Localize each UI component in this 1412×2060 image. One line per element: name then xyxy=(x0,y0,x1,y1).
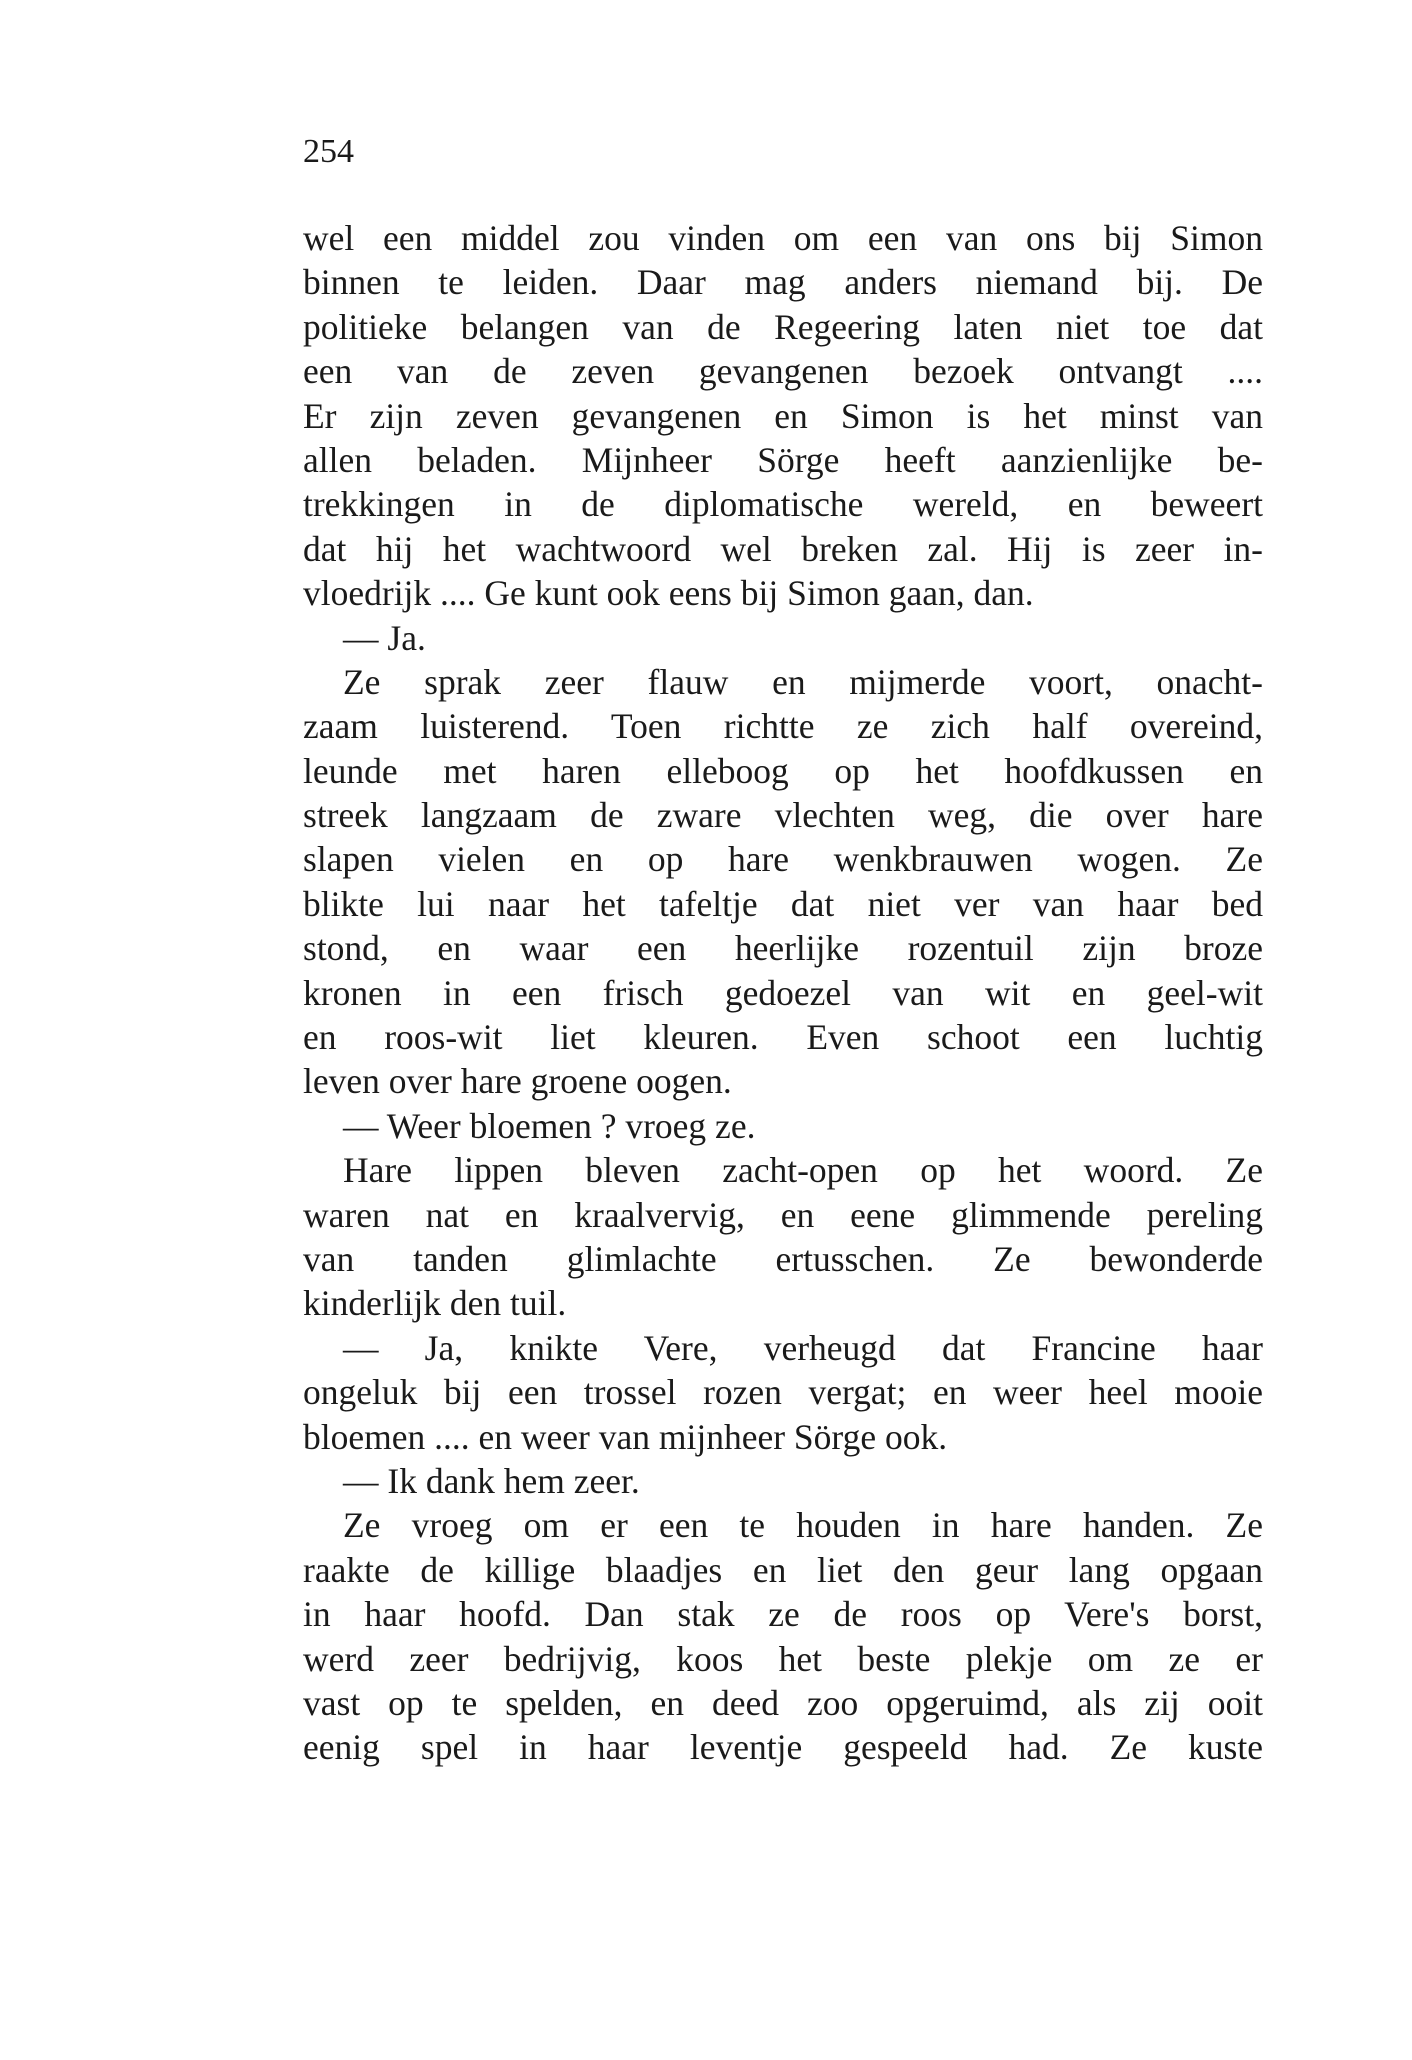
text-line: leven over hare groene oogen. xyxy=(303,1061,732,1102)
text-line: dat hij het wachtwoord wel breken zal. Hij is zeer in- xyxy=(303,528,1263,569)
text-line: vast op te spelden, en deed zoo opgeruimd, als zij ooit xyxy=(303,1682,1263,1723)
text-line: politieke belangen van de Regeering laten niet toe dat xyxy=(303,306,1263,347)
text-line: blikte lui naar het tafeltje dat niet ver van haar bed xyxy=(303,883,1263,924)
text-line: ongeluk bij een trossel rozen vergat; en weer heel mooie xyxy=(303,1372,1263,1413)
text-line: — Ik dank hem zeer. xyxy=(343,1460,640,1501)
text-line: raakte de killige blaadjes en liet den geur lang opgaan xyxy=(303,1549,1263,1590)
text-line: Er zijn zeven gevangenen en Simon is het minst van xyxy=(303,395,1263,436)
page-number: 254 xyxy=(303,133,354,170)
text-line: binnen te leiden. Daar mag anders niemand bij. De xyxy=(303,262,1263,303)
text-line: en roos-wit liet kleuren. Even schoot een luchtig xyxy=(303,1017,1263,1058)
text-line: wel een middel zou vinden om een van ons bij Simon xyxy=(303,218,1263,258)
text-line: waren nat en kraalvervig, en eene glimmende pereling xyxy=(303,1194,1263,1235)
text-line: Ze vroeg om er een te houden in hare handen. Ze xyxy=(343,1505,1263,1546)
text-line: kronen in een frisch gedoezel van wit en geel-wit xyxy=(303,972,1263,1013)
text-line: — Ja, knikte Vere, verheugd dat Francine haar xyxy=(343,1327,1263,1368)
body-text xyxy=(303,216,1263,1770)
text-line: vloedrijk .... Ge kunt ook eens bij Simon gaan, dan. xyxy=(303,573,1034,614)
text-line: — Weer bloemen ? vroeg ze. xyxy=(343,1105,756,1146)
text-line: streek langzaam de zware vlechten weg, die over hare xyxy=(303,795,1263,836)
text-line: Hare lippen bleven zacht-open op het woord. Ze xyxy=(343,1150,1263,1191)
text-line: zaam luisterend. Toen richtte ze zich half overeind, xyxy=(303,706,1263,747)
text-line: leunde met haren elleboog op het hoofdkussen en xyxy=(303,750,1263,791)
text-line: kinderlijk den tuil. xyxy=(303,1283,567,1324)
text-line: — Ja. xyxy=(343,617,426,658)
text-line: werd zeer bedrijvig, koos het beste plekje om ze er xyxy=(303,1638,1263,1679)
text-line: stond, en waar een heerlijke rozentuil zijn broze xyxy=(303,928,1263,969)
text-line: bloemen .... en weer van mijnheer Sörge ook. xyxy=(303,1416,948,1457)
text-line: in haar hoofd. Dan stak ze de roos op Vere's borst, xyxy=(303,1594,1263,1635)
text-line: van tanden glimlachte ertusschen. Ze bewonderde xyxy=(303,1238,1263,1279)
text-line: allen beladen. Mijnheer Sörge heeft aanzienlijke be- xyxy=(303,439,1263,480)
text-line: slapen vielen en op hare wenkbrauwen wogen. Ze xyxy=(303,839,1263,880)
text-line: eenig spel in haar leventje gespeeld had. Ze kuste xyxy=(303,1727,1263,1768)
text-line: een van de zeven gevangenen bezoek ontvangt .... xyxy=(303,351,1263,392)
text-line: trekkingen in de diplomatische wereld, en beweert xyxy=(303,484,1263,525)
text-line: Ze sprak zeer flauw en mijmerde voort, onacht- xyxy=(343,661,1263,702)
